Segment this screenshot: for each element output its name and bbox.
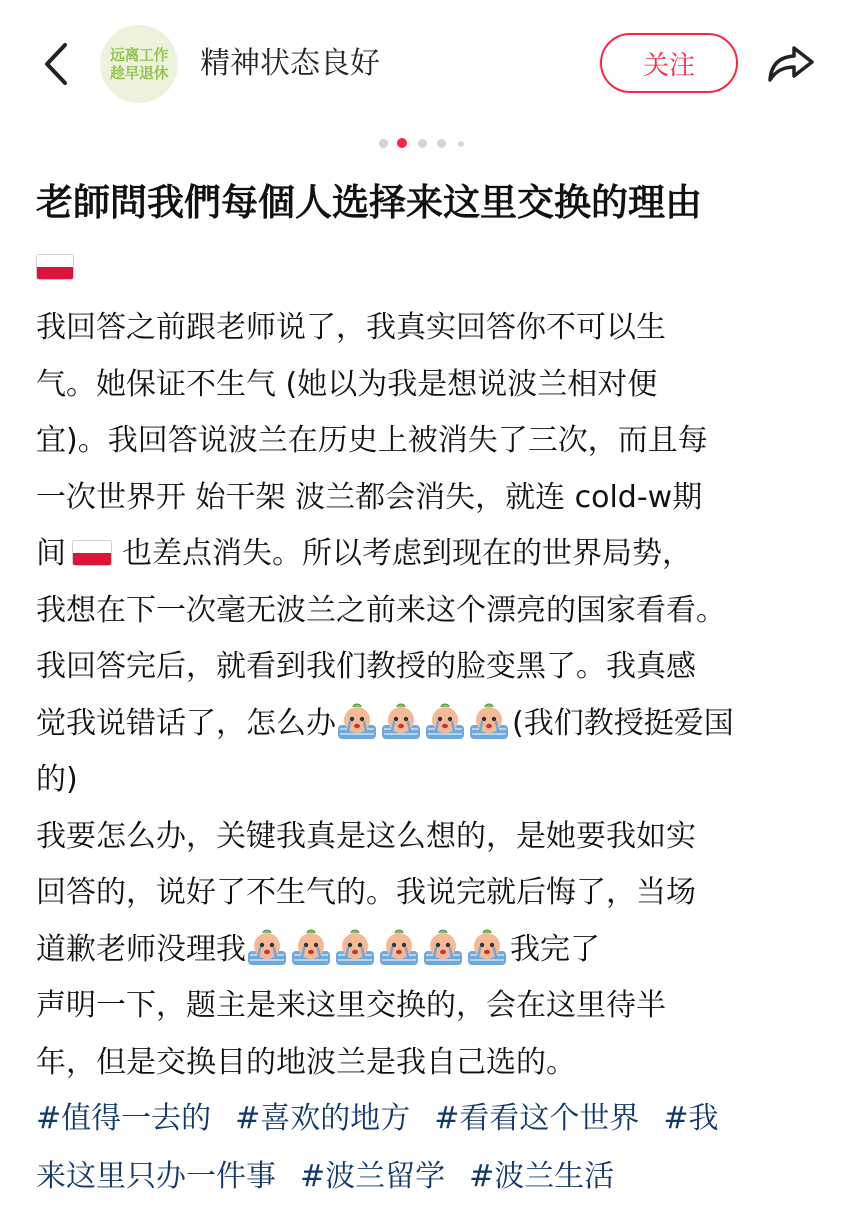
body-line xyxy=(36,696,826,753)
hashtag[interactable]: 来这里只办一件事 xyxy=(36,1159,276,1194)
hashtag[interactable]: #我 xyxy=(663,1101,719,1136)
body-text: 觉我说错话了，怎么办 xyxy=(36,705,336,741)
body-line: 的) xyxy=(36,762,78,797)
hashtag-list xyxy=(36,1090,836,1206)
body-text: 我完了 xyxy=(510,931,600,967)
crying-emoji-icon xyxy=(378,927,420,967)
body-text: 道歉老师没理我 xyxy=(36,931,246,967)
hashtag[interactable]: #喜欢的地方 xyxy=(235,1101,411,1136)
hashtag[interactable]: #看看这个世界 xyxy=(434,1101,640,1136)
avatar-text-line-2: 趁早退休 xyxy=(109,64,168,82)
carousel-dot xyxy=(437,139,446,148)
carousel-dot xyxy=(418,139,427,148)
crying-emoji-icon xyxy=(336,701,378,741)
post-body xyxy=(36,300,826,1091)
avatar-text-line-1: 远离工作 xyxy=(109,46,168,64)
hashtag[interactable]: #波兰留学 xyxy=(300,1159,446,1194)
body-line: 我回答完后，就看到我们教授的脸变黑了。我真感 xyxy=(36,649,696,684)
share-arrow-icon xyxy=(766,42,816,86)
post-header xyxy=(0,0,854,130)
crying-emoji-icon xyxy=(468,701,510,741)
carousel-dot-active xyxy=(397,138,407,148)
body-line: 我想在下一次毫无波兰之前来这个漂亮的国家看看。 xyxy=(36,592,726,628)
crying-emoji-icon xyxy=(290,927,332,967)
crying-emoji-icon xyxy=(380,701,422,741)
crying-emoji-icon xyxy=(466,927,508,967)
emoji-group xyxy=(336,706,512,741)
flag-line xyxy=(36,254,80,284)
body-text: 也差点消失。所以考虑到现在的世界局势， xyxy=(122,536,692,571)
hashtag[interactable]: #值得一去的 xyxy=(36,1101,212,1136)
emoji-group xyxy=(246,932,510,967)
body-line: 我回答之前跟老师说了，我真实回答你不可以生 xyxy=(36,310,666,345)
share-button[interactable] xyxy=(764,38,818,90)
poland-flag-icon xyxy=(36,254,74,280)
body-line: 声明一下，题主是来这里交换的，会在这里待半 xyxy=(36,988,666,1023)
body-text: 间 xyxy=(36,536,66,571)
body-line: 回答的，说好了不生气的。我说完就后悔了，当场 xyxy=(36,875,696,910)
hashtag-line xyxy=(36,1090,836,1148)
follow-button[interactable]: 关注 xyxy=(600,33,738,93)
body-line: 气。她保证不生气 (她以为我是想说波兰相对便 xyxy=(36,366,658,402)
body-text: (我们教授挺爱国 xyxy=(512,705,734,741)
body-line: 宜)。我回答说波兰在历史上被消失了三次，而且每 xyxy=(36,423,708,458)
crying-emoji-icon xyxy=(334,927,376,967)
crying-emoji-icon xyxy=(246,927,288,967)
back-button[interactable] xyxy=(34,40,78,88)
body-line xyxy=(36,526,826,583)
body-line: 一次世界开 始干架 波兰都会消失，就连 cold-w期 xyxy=(36,479,703,515)
carousel-dot xyxy=(379,139,388,148)
carousel-dot xyxy=(458,141,464,147)
hashtag-line xyxy=(36,1148,836,1206)
crying-emoji-icon xyxy=(424,701,466,741)
chevron-left-icon xyxy=(41,41,71,87)
hashtag[interactable]: #波兰生活 xyxy=(469,1159,615,1194)
author-name[interactable]: 精神状态良好 xyxy=(200,46,380,81)
carousel-indicator xyxy=(0,137,854,149)
crying-emoji-icon xyxy=(422,927,464,967)
poland-flag-icon xyxy=(72,540,112,566)
avatar[interactable] xyxy=(100,25,178,103)
body-line: 年，但是交换目的地波兰是我自己选的。 xyxy=(36,1044,576,1080)
body-line: 我要怎么办，关键我真是这么想的，是她要我如实 xyxy=(36,818,696,854)
body-line xyxy=(36,922,826,979)
post-title: 老師問我們每個人选择来这里交换的理由 xyxy=(36,181,702,224)
